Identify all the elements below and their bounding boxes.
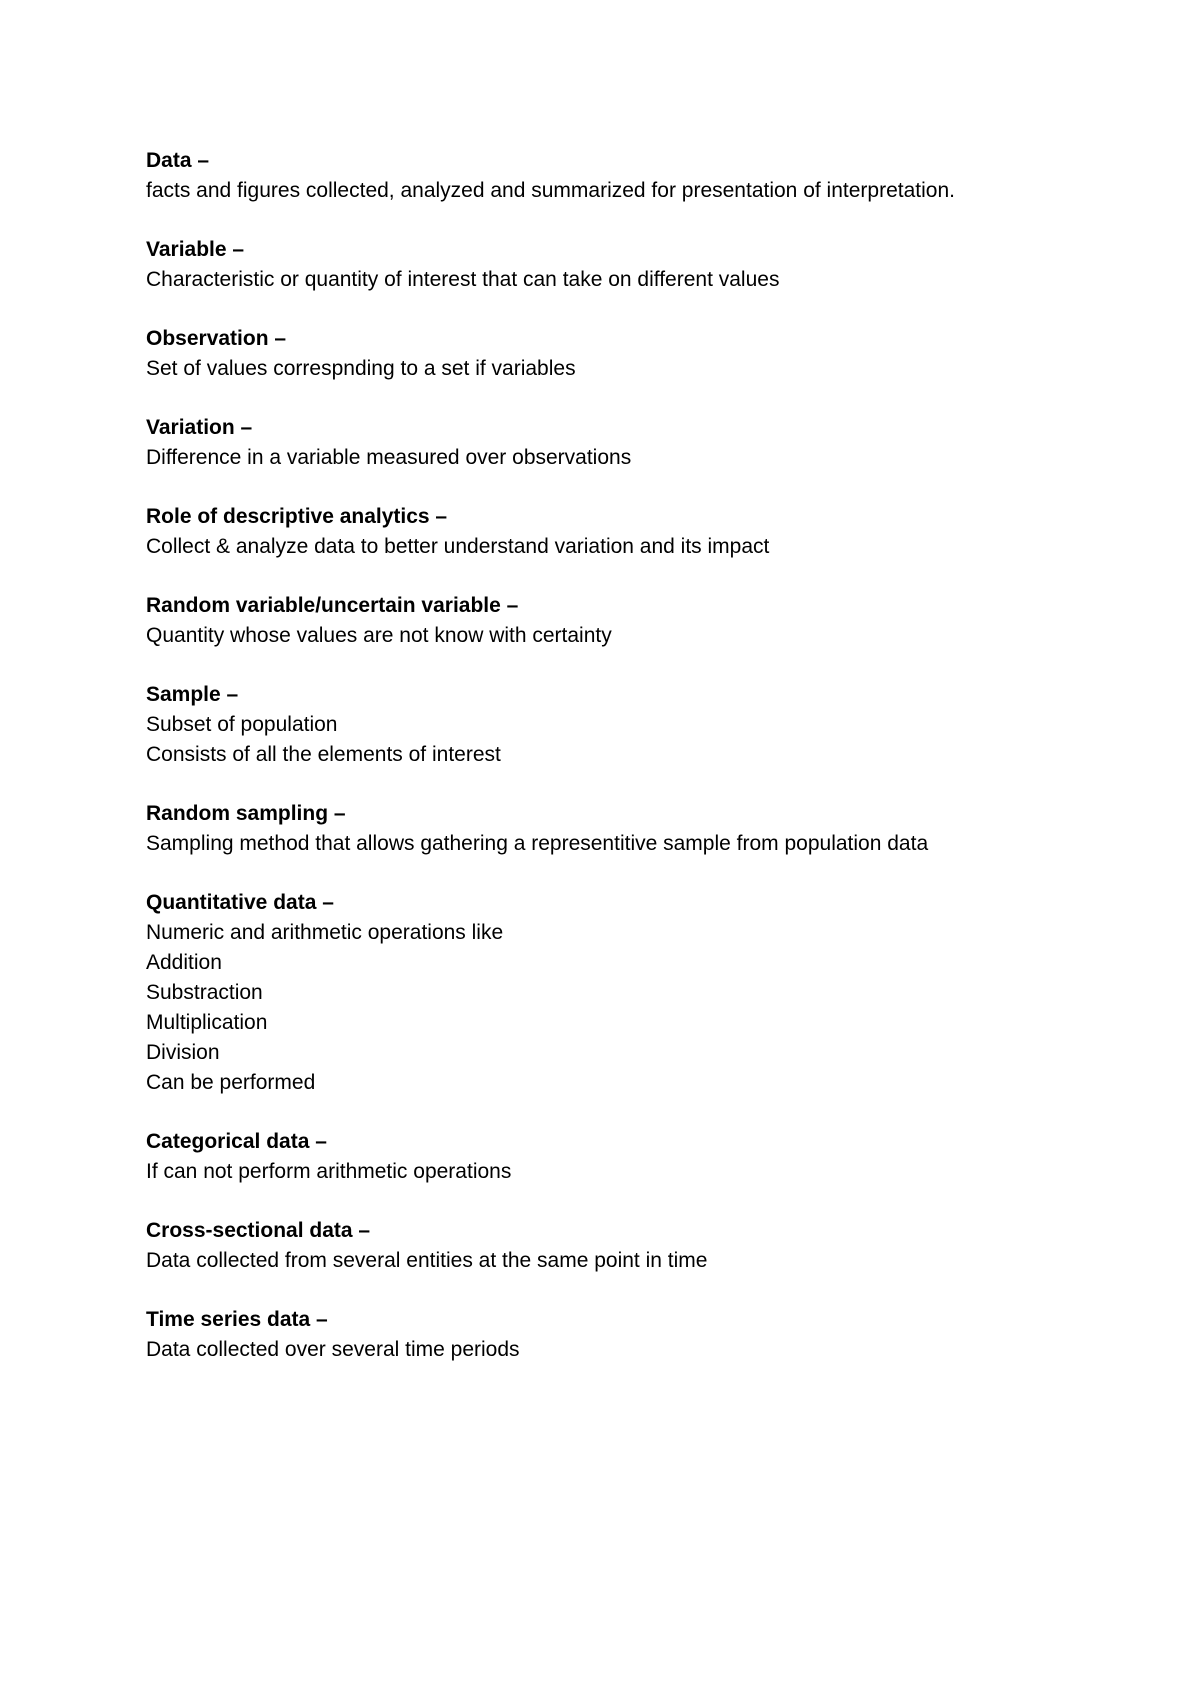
definition-line: Sampling method that allows gathering a representitive sample from population data	[146, 832, 929, 855]
definition-line: Difference in a variable measured over observations	[146, 446, 632, 469]
term-heading: Observation –	[146, 327, 287, 350]
definition-entry	[146, 502, 1106, 562]
definition-entry	[146, 146, 1106, 206]
definition-line: Division	[146, 1041, 220, 1064]
term-heading: Random variable/uncertain variable –	[146, 594, 519, 617]
definition-entry	[146, 1127, 1106, 1187]
definition-entry	[146, 591, 1106, 651]
term-heading: Categorical data –	[146, 1130, 327, 1153]
definition-line: Quantity whose values are not know with certainty	[146, 624, 612, 647]
definition-entry	[146, 413, 1106, 473]
definition-line: Set of values correspnding to a set if variables	[146, 357, 576, 380]
definition-line: Collect & analyze data to better understand variation and its impact	[146, 535, 770, 558]
definition-line: Data collected over several time periods	[146, 1338, 520, 1361]
definition-line: facts and figures collected, analyzed and summarized for presentation of interpretation.	[146, 179, 955, 202]
definition-entry	[146, 888, 1106, 1098]
definition-entry	[146, 1216, 1106, 1276]
definition-line: Numeric and arithmetic operations like	[146, 921, 504, 944]
definition-line: Consists of all the elements of interest	[146, 743, 501, 766]
definition-line: Multiplication	[146, 1011, 268, 1034]
term-heading: Variable –	[146, 238, 245, 261]
definition-entry	[146, 1305, 1106, 1365]
definition-line: If can not perform arithmetic operations	[146, 1160, 512, 1183]
definition-entry	[146, 324, 1106, 384]
term-heading: Time series data –	[146, 1308, 328, 1331]
term-heading: Quantitative data –	[146, 891, 334, 914]
definition-line: Substraction	[146, 981, 263, 1004]
term-heading: Cross-sectional data –	[146, 1219, 371, 1242]
definition-entry	[146, 235, 1106, 295]
term-heading: Variation –	[146, 416, 253, 439]
definition-line: Data collected from several entities at the same point in time	[146, 1249, 708, 1272]
term-heading: Data –	[146, 149, 210, 172]
definition-line: Addition	[146, 951, 222, 974]
term-heading: Random sampling –	[146, 802, 346, 825]
definition-line: Characteristic or quantity of interest that can take on different values	[146, 268, 780, 291]
term-heading: Role of descriptive analytics –	[146, 505, 448, 528]
definition-entry	[146, 680, 1106, 770]
definitions-list	[146, 146, 1106, 1394]
definition-entry	[146, 799, 1106, 859]
definition-line: Can be performed	[146, 1071, 316, 1094]
term-heading: Sample –	[146, 683, 239, 706]
definition-line: Subset of population	[146, 713, 338, 736]
